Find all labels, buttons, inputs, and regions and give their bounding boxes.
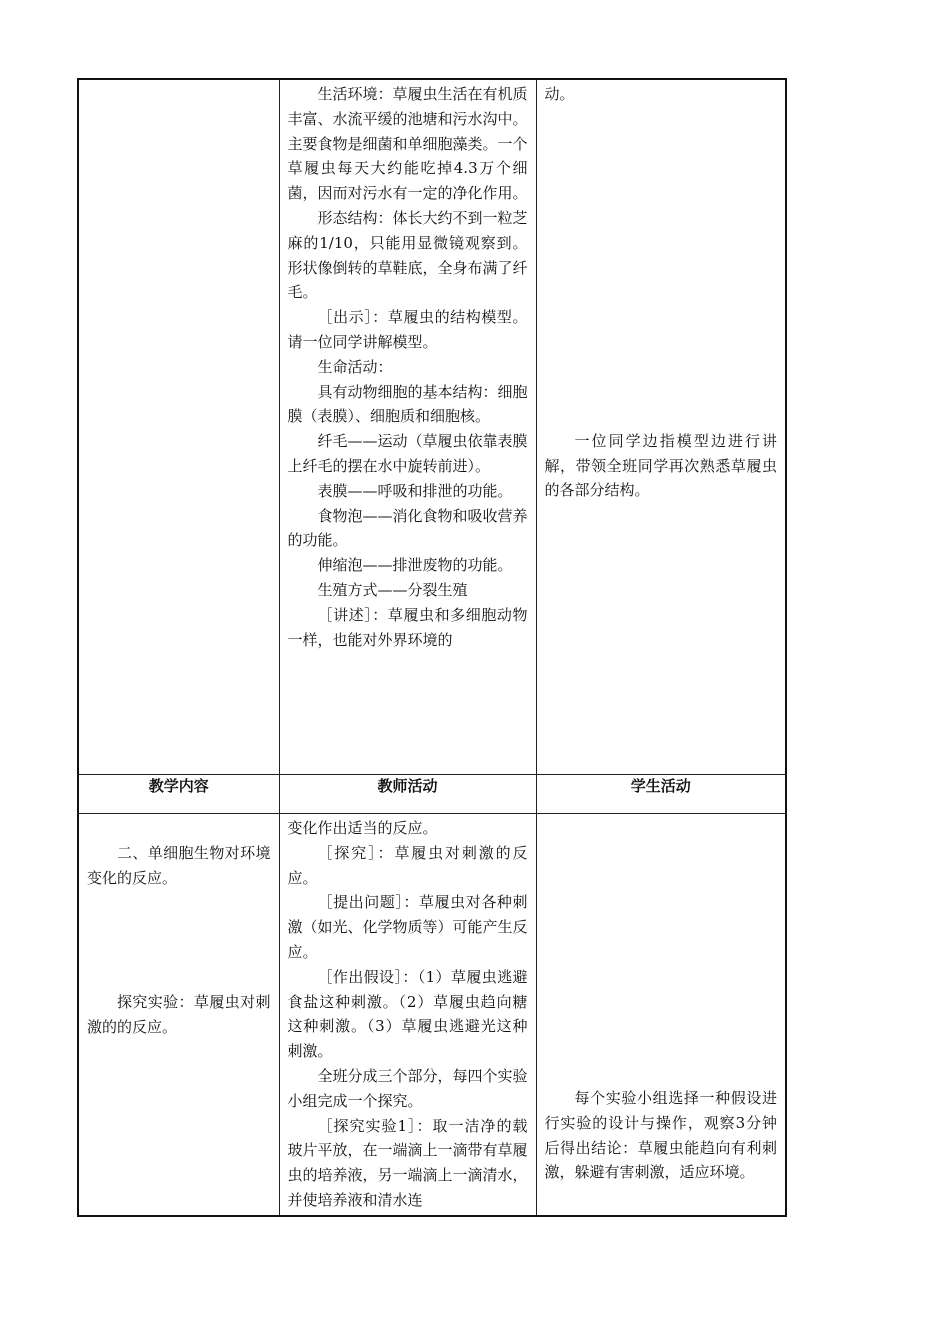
student-paragraph: 动。 bbox=[544, 85, 575, 103]
teacher-paragraph: 生命活动： bbox=[317, 357, 393, 376]
teacher-paragraph: ［出示］：草履虫的结构模型。请一位同学讲解模型。 bbox=[287, 308, 528, 351]
lesson-plan-table bbox=[77, 78, 787, 1217]
teacher-paragraph: ［探究］：草履虫对刺激的反应。 bbox=[287, 843, 528, 887]
teacher-paragraph: 表膜——呼吸和排泄的功能。 bbox=[317, 481, 513, 500]
teacher-paragraph: 形态结构：体长大约不到一粒芝麻的1/10，只能用显微镜观察到。形状像倒转的草鞋底，全身布满了纤毛。 bbox=[287, 208, 528, 302]
teacher-paragraph: 变化作出适当的反应。 bbox=[287, 819, 438, 837]
teacher-paragraph: 伸缩泡——排泄废物的功能。 bbox=[317, 556, 513, 575]
teacher-paragraph: ［探究实验1］：取一洁净的载玻片平放，在一端滴上一滴带有草履虫的培养液，另一端滴上一滴清水，并使培养液和清水连 bbox=[287, 1116, 528, 1209]
teacher-paragraph: 食物泡——消化食物和吸收营养的功能。 bbox=[287, 506, 528, 550]
content-paragraph: 二、单细胞生物对环境变化的反应。 bbox=[87, 843, 271, 887]
student-paragraph: 每个实验小组选择一种假设进行实验的设计与操作，观察3分钟后得出结论：草履虫能趋向有利刺激，躲避有害刺激，适应环境。 bbox=[544, 1089, 777, 1182]
content-paragraph: 探究实验：草履虫对刺激的的反应。 bbox=[87, 993, 271, 1037]
teacher-cell-bottom bbox=[279, 814, 536, 1216]
student-paragraph: 一位同学边指模型边进行讲解，带领全班同学再次熟悉草履虫的各部分结构。 bbox=[544, 431, 777, 500]
teacher-cell-top bbox=[279, 79, 536, 775]
content-cell-bottom bbox=[78, 814, 279, 1216]
teacher-paragraph: ［提出问题］：草履虫对各种刺激（如光、化学物质等）可能产生反应。 bbox=[287, 893, 528, 961]
content-cell-top bbox=[78, 79, 279, 775]
teacher-paragraph: 具有动物细胞的基本结构：细胞膜（表膜）、细胞质和细胞核。 bbox=[287, 382, 528, 426]
header-content: 教学内容 bbox=[78, 775, 279, 814]
header-student: 学生活动 bbox=[536, 775, 786, 814]
teacher-paragraph: ［讲述］：草履虫和多细胞动物一样，也能对外界环境的 bbox=[287, 605, 528, 649]
teacher-paragraph: 全班分成三个部分，每四个实验小组完成一个探究。 bbox=[287, 1066, 528, 1110]
teacher-paragraph: 生殖方式——分裂生殖 bbox=[317, 580, 468, 599]
header-teacher: 教师活动 bbox=[279, 775, 536, 814]
bottom-content-row bbox=[78, 814, 786, 1216]
header-row bbox=[78, 775, 786, 814]
student-cell-top bbox=[536, 79, 786, 775]
top-content-row bbox=[78, 79, 786, 775]
teacher-paragraph: 生活环境：草履虫生活在有机质丰富、水流平缓的池塘和污水沟中。主要食物是细菌和单细胞藻类。一个草履虫每天大约能吃掉4.3万个细菌，因而对污水有一定的净化作用。 bbox=[287, 85, 528, 203]
student-cell-bottom bbox=[536, 814, 786, 1216]
teacher-paragraph: 纤毛——运动（草履虫依靠表膜上纤毛的摆在水中旋转前进）。 bbox=[287, 432, 528, 475]
teacher-paragraph: ［作出假设］：（1）草履虫逃避食盐这种刺激。（2）草履虫趋向糖这种刺激。（3）草履虫逃避光这种刺激。 bbox=[287, 967, 528, 1061]
